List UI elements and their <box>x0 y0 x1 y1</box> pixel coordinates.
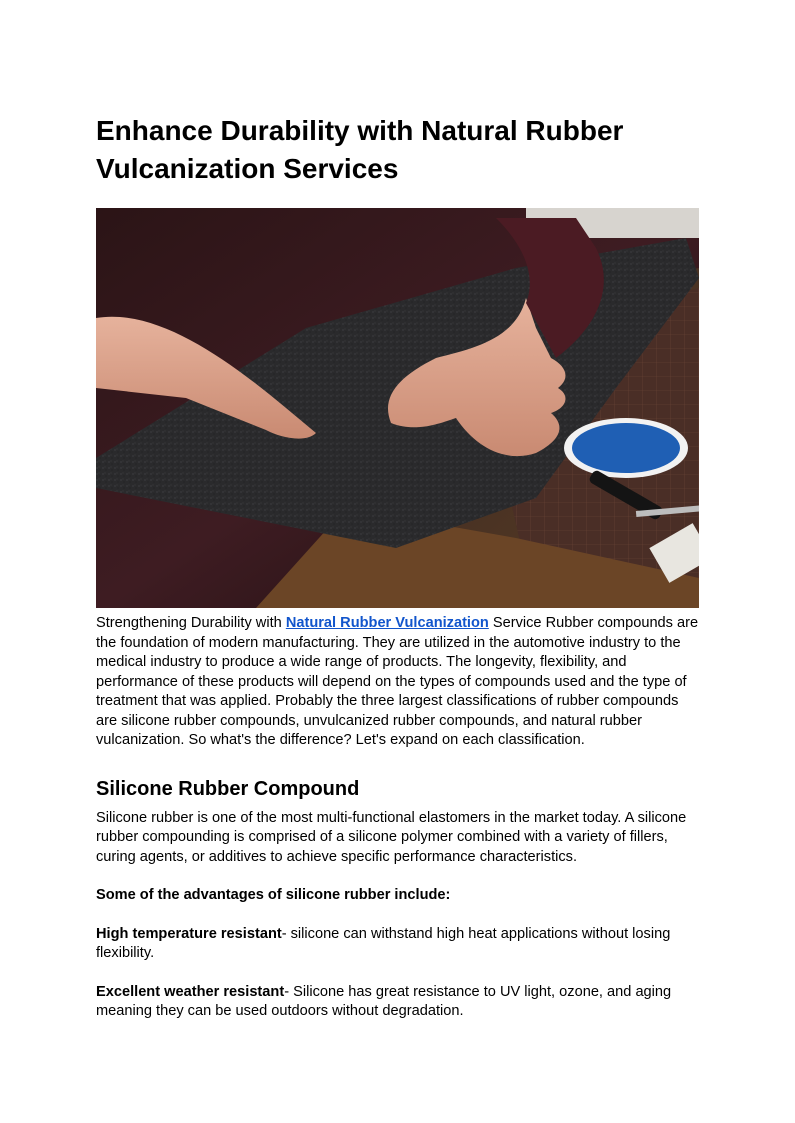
intro-rest: Service Rubber compounds are the foundation of modern manufacturing. They are utilized in the automotive industry to the medical industry to produce a wide range of products. The longevity, flexibility, and performance of these products will depend on the types of compounds used and the type of treatment that was applied. Probably the three largest classifications of rubber compounds are silicone rubber compounds, unvulcanized rubber compounds, and natural rubber vulcanization. So what's the difference? Let's expand on each classification. <box>96 615 699 748</box>
advantage-term: Excellent weather resistant <box>96 983 285 1000</box>
advantage-item <box>96 983 700 1022</box>
page-title: Enhance Durability with Natural Rubber Vulcanization Services <box>96 115 624 184</box>
article-photo <box>96 208 699 608</box>
advantage-text: - silicone can withstand high heat applications without losing flexibility. <box>96 925 671 961</box>
advantages-heading-text: Some of the advantages of silicone rubber include: <box>96 887 451 903</box>
intro-paragraph <box>96 614 700 751</box>
advantages-heading <box>96 886 700 906</box>
natural-rubber-vulcanization-link[interactable]: Natural Rubber Vulcanization <box>285 615 489 631</box>
intro-lead: Strengthening Durability with <box>96 615 286 631</box>
section-paragraph: Silicone rubber is one of the most multi-functional elastomers in the market today. A silicone rubber compounding is comprised of a silicone polymer combined with a variety of fillers, curing agents, or additives to achieve specific performance characteristics. <box>96 809 687 865</box>
advantage-item <box>96 925 700 964</box>
section-heading: Silicone Rubber Compound <box>96 777 360 800</box>
article <box>96 112 700 1022</box>
advantage-term: High temperature resistant <box>96 925 282 942</box>
advantage-text: - Silicone has great resistance to UV light, ozone, and aging meaning they can be used outdoors without degradation. <box>96 983 672 1019</box>
